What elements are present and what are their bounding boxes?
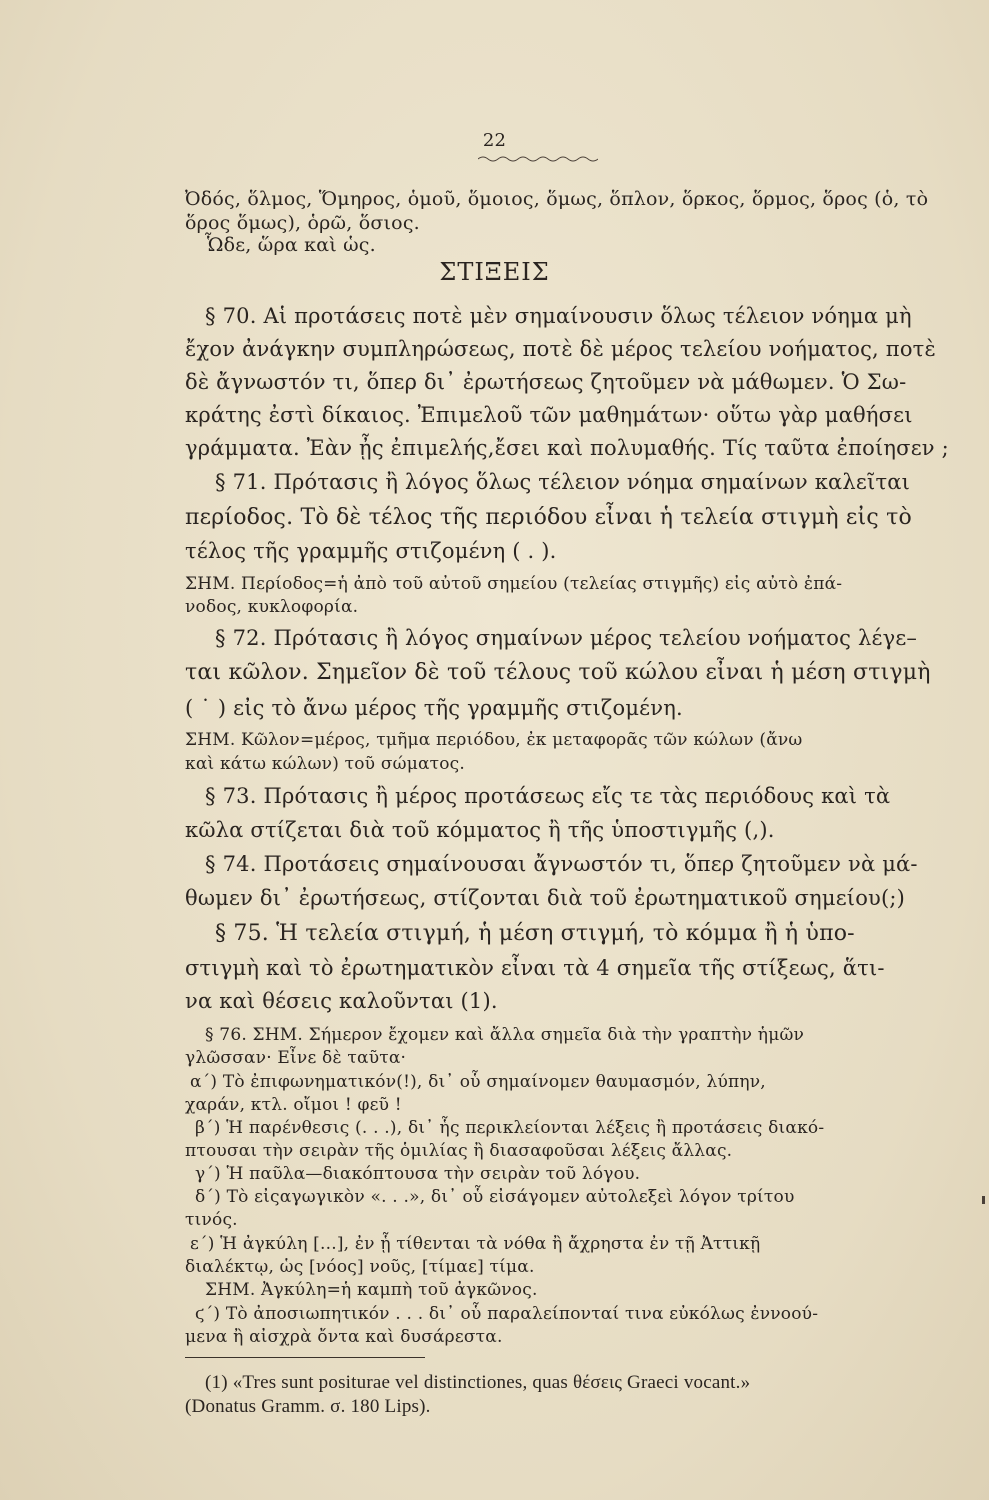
paragraph-76-line: § 76. ΣΗΜ. Σήμερον ἔχομεν καὶ ἄλλα σημεῖα διὰ τὴν γραπτὴν ἡμῶν <box>205 1025 805 1045</box>
text-line: Ὧδε, ὥρα καὶ ὡς. <box>205 234 376 256</box>
note-line: καὶ κάτω κώλων) τοῦ σώματος. <box>185 754 465 774</box>
list-item-line: μενα ἢ αἰσχρὰ ὄντα καὶ δυσάρεστα. <box>185 1327 503 1347</box>
footnote-line: (Donatus Gramm. σ. 180 Lips). <box>185 1396 431 1417</box>
note-line: ΣΗΜ. Κῶλον=μέρος, τμῆμα περιόδου, ἐκ μεταφορᾶς τῶν κώλων (ἄνω <box>185 730 803 750</box>
list-item-line: α΄) Τὸ ἐπιφωνηματικόν(!), δι᾽ οὗ σημαίνομεν θαυμασμόν, λύπην, <box>190 1072 766 1092</box>
note-line: ΣΗΜ. Περίοδος=ἡ ἀπὸ τοῦ αὐτοῦ σημείου (τελείας στιγμῆς) εἰς αὐτὸ ἐπά- <box>185 574 843 594</box>
page-number: 22 <box>482 130 507 151</box>
paragraph-71-line: περίοδος. Τὸ δὲ τέλος τῆς περιόδου εἶναι ἡ τελεία στιγμὴ εἰς τὸ <box>185 505 912 530</box>
paragraph-70-line: κράτης ἐστὶ δίκαιος. Ἐπιμελοῦ τῶν μαθημάτων· οὕτω γὰρ μαθήσει <box>185 403 913 427</box>
note-line: νοδος, κυκλοφορία. <box>185 597 359 617</box>
paragraph-71-line: τέλος τῆς γραμμῆς στιζομένη ( . ). <box>185 539 557 563</box>
paragraph-72-line: ται κῶλον. Σημεῖον δὲ τοῦ τέλους τοῦ κώλου εἶναι ἡ μέση στιγμὴ <box>185 660 931 685</box>
margin-mark <box>982 1196 985 1204</box>
paragraph-71-line: § 71. Πρότασις ἢ λόγος ὅλως τέλειον νόημα σημαίνων καλεῖται <box>215 470 911 494</box>
footnote-line: (1) «Tres sunt positurae vel distinctiones, quas θέσεις Graeci vocant.» <box>205 1372 751 1393</box>
paragraph-74-line: θωμεν δι᾽ ἐρωτήσεως, στίζονται διὰ τοῦ ἐρωτηματικοῦ σημείου(;) <box>185 886 906 910</box>
paragraph-70-line: δὲ ἄγνωστόν τι, ὅπερ δι᾽ ἐρωτήσεως ζητοῦμεν νὰ μάθωμεν. Ὁ Σω- <box>185 370 907 394</box>
paragraph-75-line: στιγμὴ καὶ τὸ ἐρωτηματικὸν εἶναι τὰ 4 σημεῖα τῆς στίξεως, ἅτι- <box>185 956 885 980</box>
list-item-line: διαλέκτῳ, ὡς [νόος] νοῦς, [τίμαε] τίμα. <box>185 1257 535 1277</box>
decorative-wave-rule <box>478 154 598 164</box>
list-item-line: β΄) Ἡ παρένθεσις (. . .), δι᾽ ἧς περικλείονται λέξεις ἢ προτάσεις διακό- <box>195 1118 825 1138</box>
list-item-line: πτουσαι τὴν σειρὰν τῆς ὁμιλίας ἢ διασαφοῦσαι λέξεις ἄλλας. <box>185 1141 733 1161</box>
list-item-line: δ΄) Τὸ εἰςαγωγικὸν «. . .», δι᾽ οὗ εἰσάγομεν αὐτολεξεὶ λόγον τρίτου <box>195 1187 795 1207</box>
list-item-line: χαράν, κτλ. οἴμοι ! φεῦ ! <box>185 1095 402 1115</box>
list-item-line: ε΄) Ἡ ἀγκύλη [...], ἐν ᾗ τίθενται τὰ νόθα ἢ ἄχρηστα ἐν τῇ Ἀττικῇ <box>190 1234 761 1254</box>
paragraph-75-line: § 75. Ἡ τελεία στιγμή, ἡ μέση στιγμή, τὸ κόμμα ἢ ἡ ὑπο- <box>215 921 855 946</box>
paragraph-70-line: § 70. Αἱ προτάσεις ποτὲ μὲν σημαίνουσιν ὅλως τέλειον νόημα μὴ <box>205 304 912 328</box>
text-line: Ὀδός, ὅλμος, Ὅμηρος, ὁμοῦ, ὅμοιος, ὅμως, ὅπλον, ὅρκος, ὅρμος, ὅρος (ὁ, τὸ <box>185 188 929 210</box>
paragraph-75-line: να καὶ θέσεις καλοῦνται (1). <box>185 989 498 1013</box>
paragraph-76-line: γλῶσσαν· Εἶνε δὲ ταῦτα· <box>185 1048 407 1068</box>
list-item-line: γ΄) Ἡ παῦλα—διακόπτουσα τὴν σειρὰν τοῦ λόγου. <box>195 1164 641 1184</box>
paragraph-72-line: § 72. Πρότασις ἢ λόγος σημαίνων μέρος τελείου νοήματος λέγε– <box>215 626 918 650</box>
list-item-line: ϛ΄) Τὸ ἀποσιωπητικόν . . . δι᾽ οὗ παραλείπονταί τινα εὐκόλως ἐννοού- <box>195 1304 819 1324</box>
text-line: ὅρος ὅμως), ὁρῶ, ὅσιος. <box>185 212 420 234</box>
paragraph-72-line: ( ˙ ) εἰς τὸ ἄνω μέρος τῆς γραμμῆς στιζομένη. <box>185 696 683 720</box>
paragraph-74-line: § 74. Προτάσεις σημαίνουσαι ἄγνωστόν τι, ὅπερ ζητοῦμεν νὰ μά- <box>205 852 918 876</box>
note-line: ΣΗΜ. Ἀγκύλη=ἡ καμπὴ τοῦ ἀγκῶνος. <box>205 1280 538 1300</box>
section-heading: ΣΤΙΞΕΙΣ <box>439 258 550 286</box>
paragraph-73-line: § 73. Πρότασις ἢ μέρος προτάσεως εἴς τε τὰς περιόδους καὶ τὰ <box>205 784 891 808</box>
paragraph-70-line: γράμματα. Ἐὰν ᾖς ἐπιμελής,ἔσει καὶ πολυμαθής. Τίς ταῦτα ἐποίησεν ; <box>185 436 949 460</box>
list-item-line: τινός. <box>185 1210 238 1230</box>
paragraph-73-line: κῶλα στίζεται διὰ τοῦ κόμματος ἢ τῆς ὑποστιγμῆς (,). <box>185 818 775 842</box>
footnote-rule <box>185 1357 425 1358</box>
paragraph-70-line: ἔχον ἀνάγκην συμπληρώσεως, ποτὲ δὲ μέρος τελείου νοήματος, ποτὲ <box>185 337 936 361</box>
